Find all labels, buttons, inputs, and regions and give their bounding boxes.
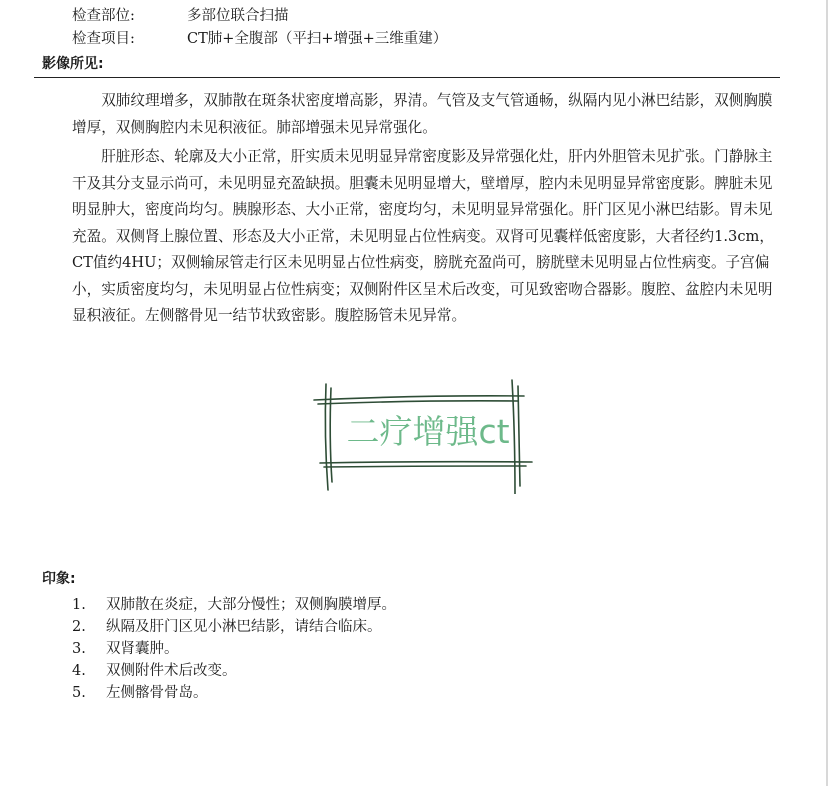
exam-site-label: 检查部位: (72, 8, 135, 24)
impression-number: 3. (72, 641, 86, 657)
impression-number: 4. (72, 663, 86, 679)
impression-text: 左侧髂骨骨岛。 (106, 685, 208, 701)
impression-item (72, 594, 396, 616)
findings-paragraph-lungs: 双肺纹理增多，双肺散在斑条状密度增高影，界清。气管及支气管通畅，纵隔内见小淋巴结影，双侧胸膜增厚，双侧胸腔内未见积液征。肺部增强未见异常强化。 (72, 92, 773, 136)
impression-item (72, 638, 396, 660)
impression-title: 印象: (42, 571, 76, 587)
impression-text: 纵隔及肝门区见小淋巴结影，请结合临床。 (106, 619, 382, 635)
impression-item (72, 660, 396, 682)
findings-title: 影像所见: (42, 56, 104, 72)
exam-item-value: CT肺+全腹部（平扫+增强+三维重建） (187, 31, 448, 47)
exam-item-row (72, 29, 447, 49)
findings-paragraph-abdomen: 肝脏形态、轮廓及大小正常，肝实质未见明显异常密度影及异常强化灶，肝内外胆管未见扩张。门静脉主干及其分支显示尚可，未见明显充盈缺损。胆囊未见明显增大，壁增厚，腔内未见明显异常密度影。脾脏未见明显肿大，密度尚均匀。胰腺形态、大小正常，密度均匀，未见明显异常强化。肝门区见小淋巴结影。胃未见充盈。双侧肾上腺位置、形态及大小正常，未见明显占位性病变。双肾可见囊样低密度影，大者径约1.3cm，CT值约4HU；双侧输尿管走行区未见明显占位性病变，膀胱充盈尚可，膀胱壁未见明显占位性病变。子宫偏小，实质密度均匀，未见明显占位性病变；双侧附件区呈术后改变，可见致密吻合器影。腹腔、盆腔内未见明显积液征。左侧髂骨见一结节状致密影。腹腔肠管未见异常。 (72, 148, 774, 324)
impression-item (72, 616, 396, 638)
impression-text: 双侧附件术后改变。 (106, 663, 237, 679)
impression-number: 5. (72, 685, 86, 701)
exam-site-value: 多部位联合扫描 (187, 8, 289, 24)
section-divider (34, 77, 780, 78)
impression-text: 双肺散在炎症，大部分慢性；双侧胸膜增厚。 (106, 597, 396, 613)
impression-number: 2. (72, 619, 86, 635)
impression-text: 双肾囊肿。 (106, 641, 179, 657)
impression-number: 1. (72, 597, 86, 613)
stamp-text: 二疗增强ct (346, 412, 510, 451)
handwritten-stamp (312, 378, 534, 494)
impression-list (72, 594, 396, 704)
exam-item-label: 检查项目: (72, 31, 135, 47)
impression-item (72, 682, 396, 704)
exam-site-row (72, 6, 289, 26)
